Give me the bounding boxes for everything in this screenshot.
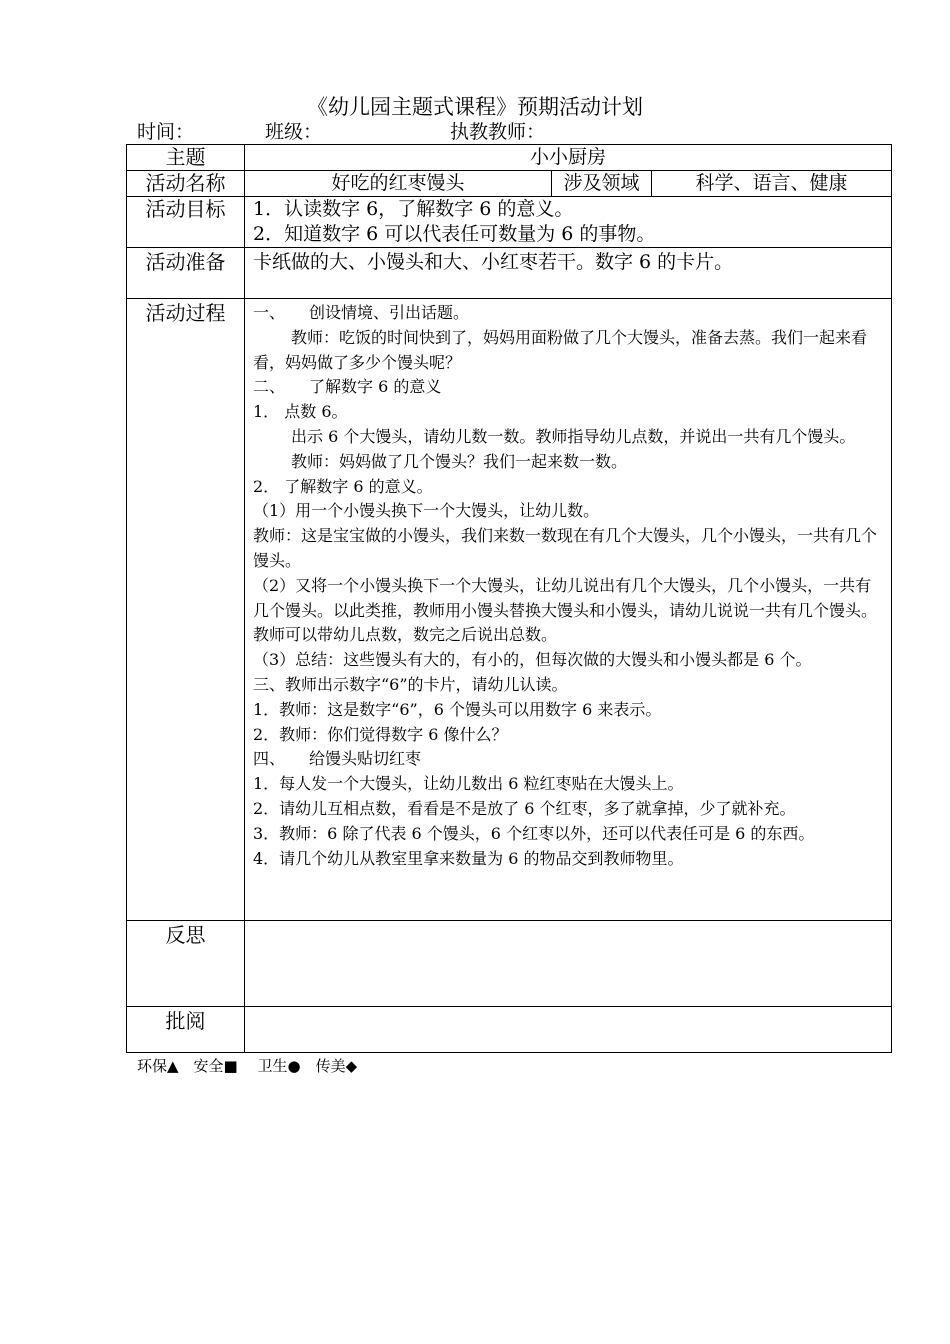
goal-line: 1．认读数字 6，了解数字 6 的意义。 xyxy=(253,198,574,220)
class-label: 班级： xyxy=(265,121,323,143)
process-heading: 四、 给馒头贴切红枣 xyxy=(253,749,422,769)
teacher-label: 执教教师： xyxy=(450,121,546,143)
process-paragraph: 出示 6 个大馒头，请幼儿数一数。教师指导幼儿点数，并说出一共有几个馒头。 xyxy=(291,426,856,446)
process-paragraph: 4．请几个幼儿从教室里拿来数量为 6 的物品交到教师物里。 xyxy=(253,848,684,868)
prep-label: 活动准备 xyxy=(127,248,245,299)
document-title: 《幼儿园主题式课程》预期活动计划 xyxy=(307,95,643,119)
process-paragraph: 2． 了解数字 6 的意义。 xyxy=(253,476,433,496)
process-heading: 一、 创设情境、引出话题。 xyxy=(253,303,470,322)
process-paragraph: 1．教师：这是数字“6”，6 个馒头可以用数字 6 来表示。 xyxy=(253,699,662,719)
process-content xyxy=(245,299,892,921)
process-paragraph: （1）用一个小馒头换下一个大馒头，让幼儿数。 xyxy=(253,501,600,521)
process-paragraph: 教师：这是宝宝做的小馒头，我们来数一数现在有几个大馒头，几个小馒头，一共有几个馒头。 xyxy=(253,526,878,570)
process-paragraph: （3）总结：这些馒头有大的，有小的，但每次做的大馒头和小馒头都是 6 个。 xyxy=(253,650,812,670)
activity-name-value: 好吃的红枣馒头 xyxy=(245,171,552,197)
reflection-label: 反思 xyxy=(127,921,245,1007)
process-paragraph: 1． 点数 6。 xyxy=(253,402,348,422)
review-label: 批阅 xyxy=(127,1007,245,1053)
process-label: 活动过程 xyxy=(127,299,245,921)
footer-legend: 环保▲ 安全■ 卫生● 传美◆ xyxy=(137,1057,358,1075)
process-paragraph: 教师：妈妈做了几个馒头？我们一起来数一数。 xyxy=(291,451,628,471)
process-heading: 三、教师出示数字“6”的卡片，请幼儿认读。 xyxy=(253,674,568,694)
process-paragraph: 教师：吃饭的时间快到了，妈妈用面粉做了几个大馒头，准备去蒸。我们一起来看看，妈妈做了多少个馒头呢？ xyxy=(253,327,868,372)
field-label: 涉及领域 xyxy=(552,171,652,197)
plan-table xyxy=(126,144,892,1053)
activity-name-label: 活动名称 xyxy=(127,171,245,197)
goals-value xyxy=(245,197,892,248)
process-paragraph: 1．每人发一个大馒头，让幼儿数出 6 粒红枣贴在大馒头上。 xyxy=(253,774,684,794)
process-paragraph: （2）又将一个小馒头换下一个大馒头，让幼儿说出有几个大馒头，几个小馒头，一共有几个馒头。以此类推，教师用小馒头替换大馒头和小馒头，请幼儿说说一共有几个馒头。教师可以带幼儿点数，数完之后说出总数。 xyxy=(253,575,878,645)
theme-value: 小小厨房 xyxy=(245,145,892,171)
field-value: 科学、语言、健康 xyxy=(652,171,892,197)
time-label: 时间： xyxy=(137,121,195,143)
process-paragraph: 3．教师：6 除了代表 6 个馒头，6 个红枣以外，还可以代表任可是 6 的东西。 xyxy=(253,823,815,843)
goal-line: 2．知道数字 6 可以代表任可数量为 6 的事物。 xyxy=(253,223,656,245)
goals-label: 活动目标 xyxy=(127,197,245,248)
process-heading: 二、 了解数字 6 的意义 xyxy=(253,377,442,397)
prep-value: 卡纸做的大、小馒头和大、小红枣若干。数字 6 的卡片。 xyxy=(245,248,892,299)
process-paragraph: 2．请幼儿互相点数，看看是不是放了 6 个红枣，多了就拿掉，少了就补充。 xyxy=(253,798,796,818)
reflection-value[interactable] xyxy=(245,921,892,1007)
review-value[interactable] xyxy=(245,1007,892,1053)
theme-label: 主题 xyxy=(127,145,245,171)
process-paragraph: 2．教师：你们觉得数字 6 像什么？ xyxy=(253,724,508,744)
